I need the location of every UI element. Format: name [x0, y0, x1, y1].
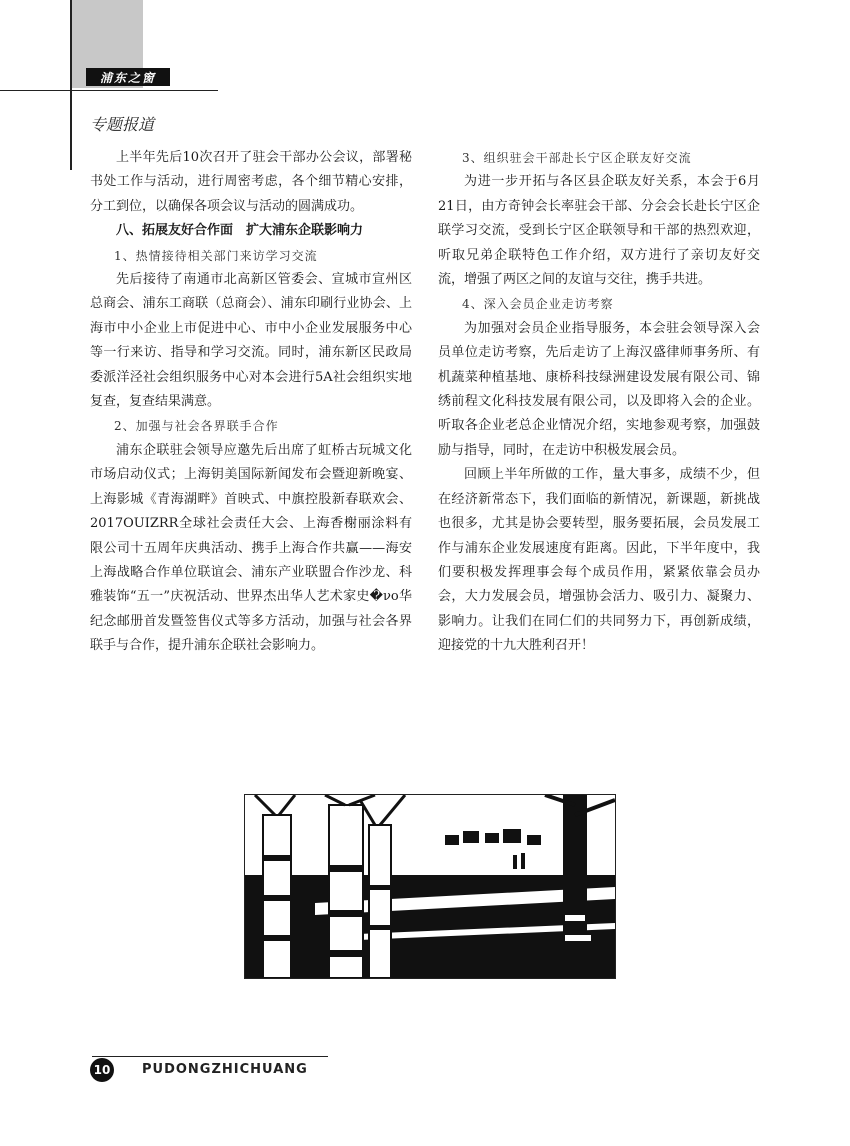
right-column [438, 146, 760, 659]
paragraph: 回顾上半年所做的工作，量大事多，成绩不少，但在经济新常态下，我们面临的新情况，新课题，新挑战也很多，尤其是协会要转型，服务要拓展，会员发展工作与浦东企业发展速度有距离。因此，下半年度中，我们要积极发挥理事会每个成员作用，紧紧依靠会员办会，大力发展会员，增强协会活力、吸引力、凝聚力、影响力。让我们在同仁们的共同努力下，再创新成绩，迎接党的十九大胜利召开！ [438, 467, 760, 654]
footer-brand: PUDONGZHICHUANG [142, 1062, 308, 1077]
paragraph: 浦东企联驻会领导应邀先后出席了虹桥古玩城文化市场启动仪式；上海钥美国际新闻发布会暨迎新晚宴、上海影城《青海湖畔》首映式、中旗控股新春联欢会、2017OUIZRR全球社会责任大会、上海香榭丽涂料有限公司十五周年庆典活动、携手上海合作共赢——海安上海战略合作单位联谊会、浦东产业联盟合作沙龙、科雅装饰“五一”庆祝活动、世界杰出华人艺术家史�νο华纪念邮册首发暨签售仪式等多方活动，加强与社会各界联手与合作，提升浦东企联社会影响力。 [90, 442, 412, 654]
subheading: 3、组织驻会干部赴长宁区企联友好交流 [462, 151, 692, 165]
header-vertical-rule [70, 0, 72, 170]
paragraph: 上半年先后10次召开了驻会干部办公会议，部署秘书处工作与活动，进行周密考虑，各个细节精心安排，分工到位，以确保各项会议与活动的圆满成功。 [90, 150, 412, 214]
section-title: 专题报道 [90, 115, 155, 134]
magazine-brand: 浦东之窗 [86, 68, 170, 86]
paragraph: 为进一步开拓与各区县企联友好关系，本会于6月21日，由方奇钟会长率驻会干部、分会会长赴长宁区企联学习交流，受到长宁区企联领导和干部的热烈欢迎，听取兄弟企联特色工作介绍，双方进行了亲切友好交流，增强了两区之间的友谊与交往，携手共进。 [438, 174, 760, 288]
woodcut-illustration [244, 794, 616, 979]
paragraph: 为加强对会员企业指导服务，本会驻会领导深入会员单位走访考察，先后走访了上海汉盛律师事务所、有机蔬菜种植基地、康桥科技绿洲建设发展有限公司、锦绣前程文化科技发展有限公司，以及即将入会的企业。听取各企业老总企业情况介绍，实地参观考察，加强鼓励与指导，同时，在走访中积极发展会员。 [438, 320, 760, 458]
section-heading: 八、拓展友好合作面 扩大浦东企联影响力 [116, 223, 364, 239]
footer-rule [92, 1056, 328, 1057]
header-horizontal-rule [0, 90, 218, 91]
paragraph: 先后接待了南通市北高新区管委会、宣城市宣州区总商会、浦东工商联（总商会）、浦东印刷行业协会、上海市中小企业上市促进中心、市中小企业发展服务中心等一行来访、指导和学习交流。同时，浦东新区民政局委派洋泾社会组织服务中心对本会进行5A社会组织实地复查，复查结果满意。 [90, 272, 412, 410]
landscape-picture [245, 795, 615, 978]
left-column [90, 146, 412, 659]
page-number: 10 [90, 1058, 114, 1082]
subheading: 1、热情接待相关部门来访学习交流 [114, 248, 318, 263]
subheading: 2、加强与社会各界联手合作 [114, 419, 279, 434]
subheading: 4、深入会员企业走访考察 [462, 297, 614, 312]
